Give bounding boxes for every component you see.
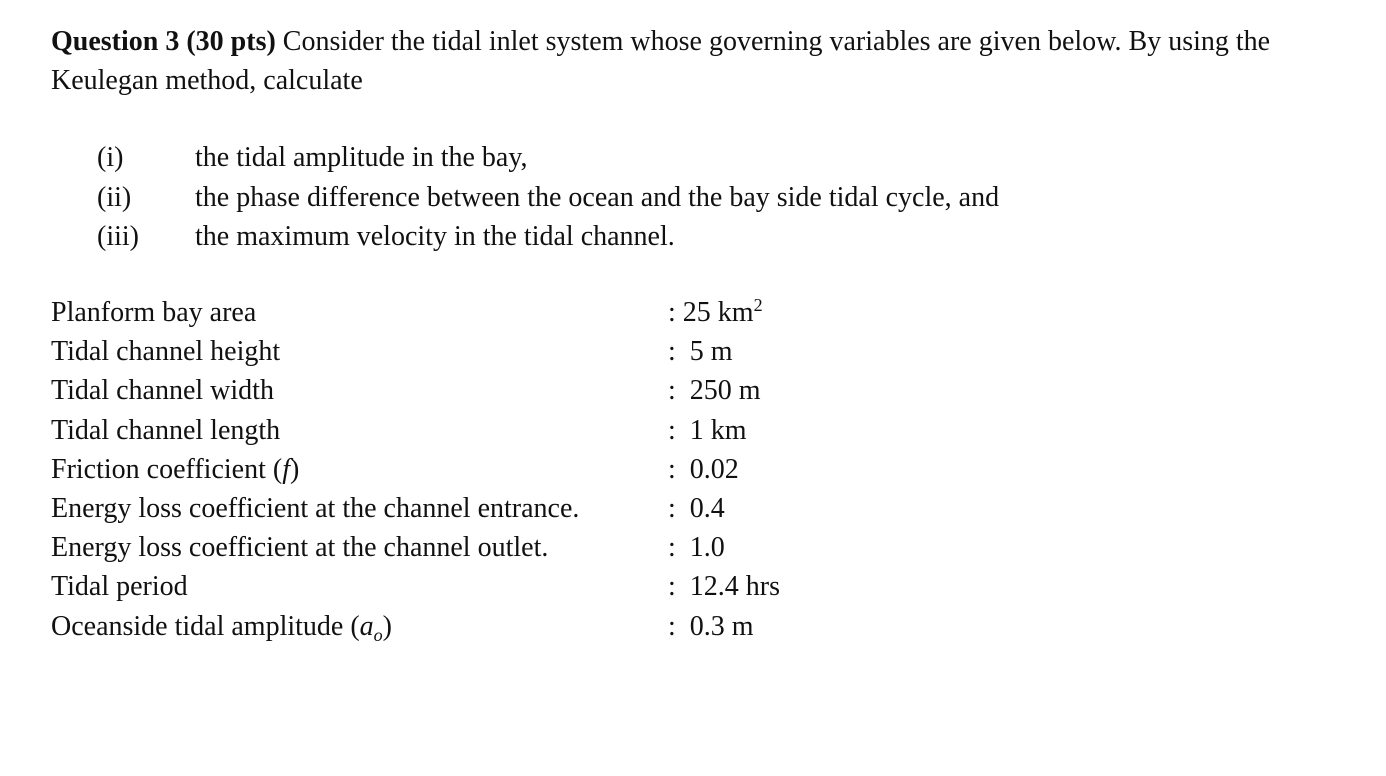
question-label: Question 3 (30 pts): [51, 26, 276, 57]
amplitude-subscript: o: [373, 624, 383, 645]
parameter-value: : 5 m: [668, 336, 733, 368]
parameter-row: [51, 371, 780, 410]
parameter-row: [51, 332, 780, 371]
parameter-table: [51, 293, 780, 646]
parameter-label-end: ): [382, 610, 392, 642]
parameter-value: : 1.0: [668, 532, 725, 564]
task-text: the tidal amplitude in the bay,: [195, 142, 528, 173]
parameter-label: Tidal period: [51, 571, 188, 603]
parameter-row: [51, 450, 780, 489]
parameter-row: [51, 607, 780, 646]
parameter-label: Tidal channel height: [51, 336, 281, 368]
parameter-label: [51, 607, 668, 646]
parameter-label: Tidal channel length: [51, 414, 281, 446]
parameter-value: : 12.4 hrs: [668, 571, 780, 603]
parameter-label: [51, 450, 668, 489]
task-marker: (ii): [97, 181, 132, 213]
parameter-value: : 250 m: [668, 375, 761, 407]
question-intro: [51, 22, 1321, 100]
unit-superscript: 2: [753, 295, 763, 315]
parameter-row: [51, 528, 780, 567]
parameter-value: [668, 293, 763, 332]
parameter-label: Tidal channel width: [51, 375, 274, 407]
parameter-row: [51, 567, 780, 606]
parameter-row: [51, 411, 780, 450]
parameter-row: [51, 293, 780, 332]
parameter-value: : 0.3 m: [668, 610, 754, 642]
parameter-value: : 0.4: [668, 493, 725, 525]
parameter-row: [51, 489, 780, 528]
question-text: Consider the tidal inlet system whose governing variables are given below. By using the Keulegan method, calculate: [51, 26, 1271, 96]
parameter-label-text: Oceanside tidal amplitude (: [51, 610, 360, 642]
parameter-label-text: Friction coefficient (: [51, 453, 283, 485]
parameter-value: : 0.02: [668, 453, 739, 485]
friction-symbol: f: [282, 453, 290, 485]
task-marker: (iii): [97, 221, 139, 252]
parameter-value-text: : 25 km: [668, 297, 754, 328]
task-list: [51, 138, 999, 257]
task-text: the phase difference between the ocean and the bay side tidal cycle, and: [195, 181, 1000, 213]
parameter-label: Energy loss coefficient at the channel outlet.: [51, 532, 549, 564]
amplitude-symbol: a: [359, 610, 374, 642]
parameter-value: : 1 km: [668, 414, 747, 446]
task-item: [51, 138, 999, 178]
parameter-label-end: ): [289, 453, 300, 485]
parameter-label: Planform bay area: [51, 297, 257, 328]
task-item: [51, 217, 999, 257]
parameter-label: Energy loss coefficient at the channel entrance.: [51, 493, 580, 525]
task-marker: (i): [97, 142, 124, 173]
task-item: [51, 178, 999, 218]
task-text: the maximum velocity in the tidal channel.: [195, 221, 675, 252]
